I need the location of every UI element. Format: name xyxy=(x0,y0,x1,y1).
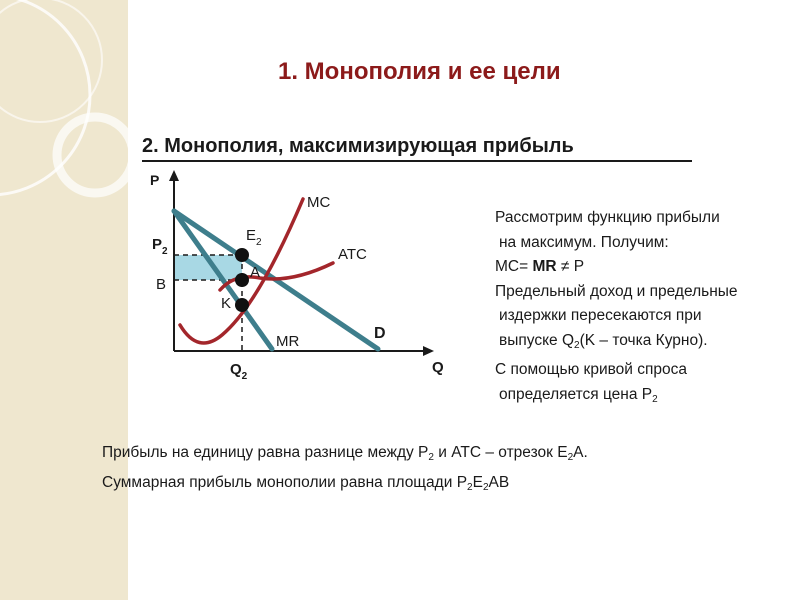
explanation-line-7: С помощью кривой спроса xyxy=(495,361,688,378)
label-mc: MC xyxy=(307,194,331,211)
label-mr: MR xyxy=(276,333,300,350)
slide-title: 1. Монополия и ее цели xyxy=(278,58,561,85)
point-k xyxy=(235,298,249,312)
point-a xyxy=(235,273,249,287)
explanation-line-6: выпуске $Q_2(K$ – точка Курно). xyxy=(499,331,708,351)
label-demand: D xyxy=(374,325,386,342)
explanation-line-4: Предельный доход и предельные xyxy=(495,282,738,300)
point-e2 xyxy=(235,248,249,262)
explanation-line-1: Рассмотрим функцию прибыли xyxy=(495,209,720,226)
quantity-axis-arrow xyxy=(423,346,434,356)
explanation-text xyxy=(495,206,795,412)
label-k: K xyxy=(221,295,232,312)
label-atc: ATC xyxy=(338,246,367,263)
axis-label-p: P xyxy=(150,172,160,188)
decorative-side-panel xyxy=(0,0,128,600)
explanation-line-5: издержки пересекаются при xyxy=(499,307,702,324)
decorative-circles-icon xyxy=(0,0,128,600)
explanation-line-2: на максимум. Получим: xyxy=(499,233,669,251)
label-a: A xyxy=(250,264,261,281)
summary-line-2: Суммарная прибыль монополии равна площади $P_2E_2AB$ xyxy=(102,474,510,493)
mark-p2: $P_2$ xyxy=(152,236,168,257)
price-axis-arrow xyxy=(169,170,179,181)
monopoly-diagram xyxy=(140,165,460,385)
mark-q2: $Q_2$ xyxy=(230,361,248,382)
slide-subtitle: 2. Монополия, максимизирующая прибыль xyxy=(142,135,574,157)
summary-text xyxy=(102,440,792,500)
explanation-line-3: MC= MR ≠ P xyxy=(495,258,585,275)
axis-label-q: Q xyxy=(432,359,444,376)
label-e2: $E_2$ xyxy=(246,227,262,248)
mark-b: B xyxy=(156,276,167,293)
summary-line-1: Прибыль на единицу равна разнице между $P_2$ и ATC – отрезок $E_2A$. xyxy=(102,444,588,463)
explanation-line-8: определяется цена $P_2$ xyxy=(499,385,658,405)
subtitle-underline xyxy=(142,160,692,162)
